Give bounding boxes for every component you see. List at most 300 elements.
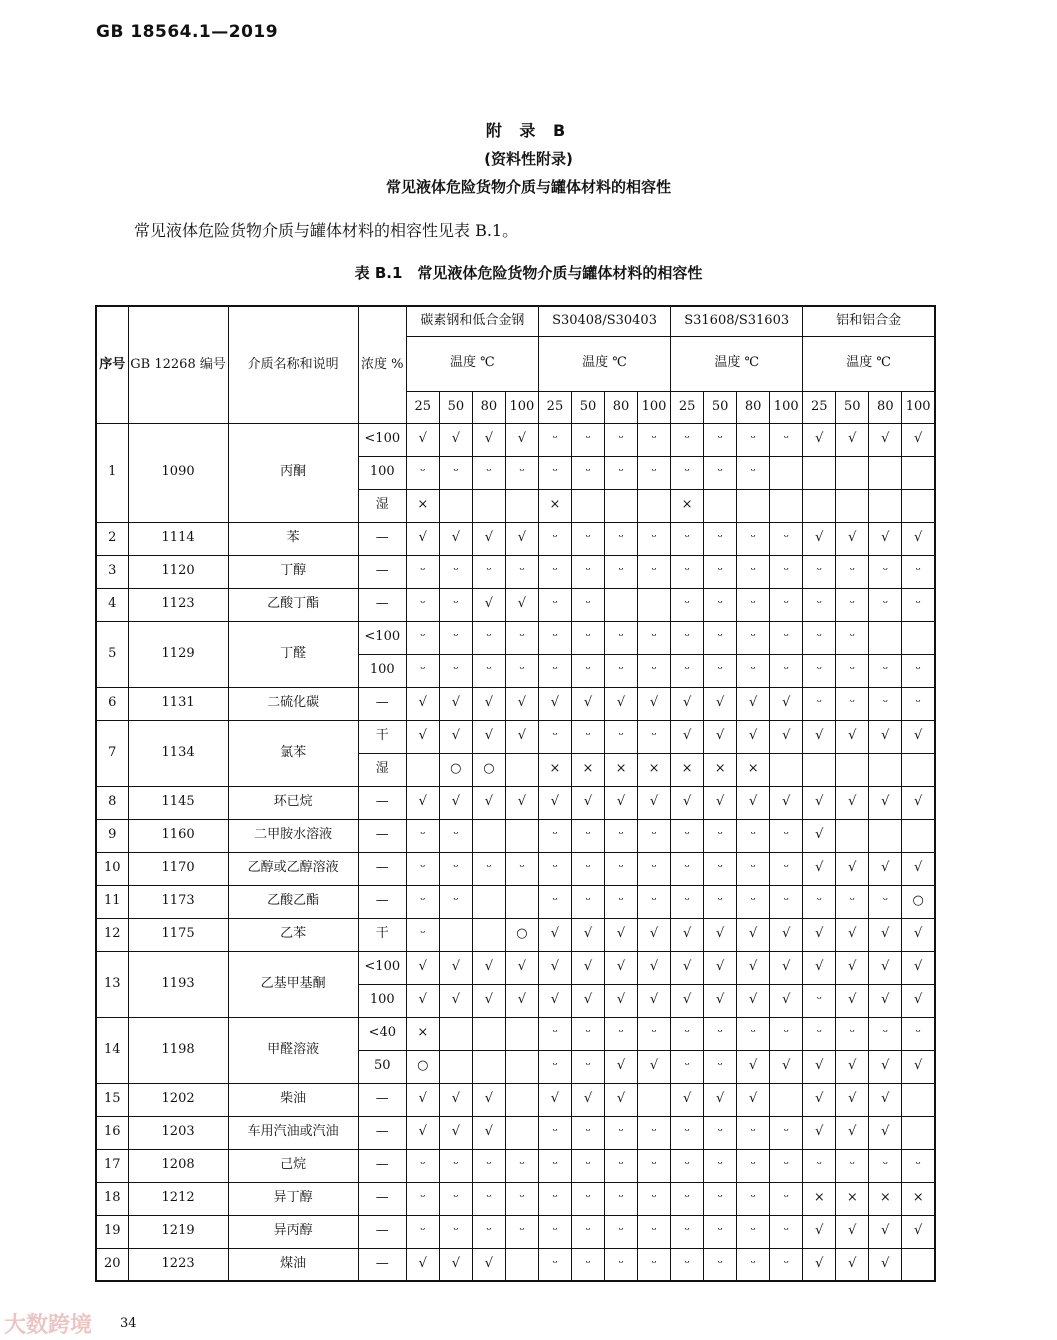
- compat-cell: ᵕ: [704, 423, 737, 456]
- compat-cell: ᵕ: [505, 654, 538, 687]
- compat-cell: ᵕ: [538, 1215, 571, 1248]
- compat-cell: √: [704, 918, 737, 951]
- compat-cell: ᵕ: [737, 885, 770, 918]
- compat-cell: √: [571, 786, 604, 819]
- compat-cell: ᵕ: [571, 720, 604, 753]
- compat-cell: √: [803, 1050, 836, 1083]
- temp-value: 80: [472, 391, 505, 423]
- row-name: 氯苯: [228, 720, 358, 786]
- compat-cell: ᵕ: [770, 423, 803, 456]
- compat-cell: ᵕ: [770, 852, 803, 885]
- compat-cell: ᵕ: [869, 654, 902, 687]
- compat-cell: ᵕ: [803, 1149, 836, 1182]
- compat-cell: ᵕ: [869, 588, 902, 621]
- compat-cell: [770, 753, 803, 786]
- compat-cell: √: [406, 786, 439, 819]
- compat-cell: ᵕ: [538, 720, 571, 753]
- compat-cell: [902, 1083, 935, 1116]
- compat-cell: [869, 753, 902, 786]
- compat-cell: ᵕ: [605, 885, 638, 918]
- row-seq: 10: [96, 852, 128, 885]
- compat-cell: ᵕ: [505, 456, 538, 489]
- compat-cell: √: [869, 1215, 902, 1248]
- compat-cell: ᵕ: [406, 852, 439, 885]
- compat-cell: ᵕ: [605, 423, 638, 456]
- compat-cell: ᵕ: [737, 852, 770, 885]
- compat-cell: ᵕ: [605, 1116, 638, 1149]
- compat-cell: ᵕ: [671, 423, 704, 456]
- compat-cell: ᵕ: [704, 1050, 737, 1083]
- compat-cell: √: [538, 951, 571, 984]
- compat-cell: ᵕ: [671, 1017, 704, 1050]
- compat-cell: √: [439, 720, 472, 753]
- compat-cell: [472, 1017, 505, 1050]
- compat-cell: [472, 918, 505, 951]
- header-temp: 温度 ℃: [406, 336, 538, 391]
- compat-cell: √: [505, 951, 538, 984]
- compat-cell: ᵕ: [638, 1182, 671, 1215]
- compat-cell: ᵕ: [704, 1215, 737, 1248]
- compat-cell: √: [869, 951, 902, 984]
- compat-cell: ᵕ: [538, 654, 571, 687]
- temp-value: 100: [902, 391, 935, 423]
- row-seq: 6: [96, 687, 128, 720]
- compat-cell: [869, 621, 902, 654]
- compat-cell: √: [571, 687, 604, 720]
- compat-cell: √: [472, 951, 505, 984]
- table-row: [96, 819, 935, 852]
- compat-cell: √: [538, 786, 571, 819]
- compat-cell: ᵕ: [704, 1248, 737, 1281]
- compat-cell: √: [770, 687, 803, 720]
- compat-cell: ᵕ: [638, 621, 671, 654]
- row-code: 1170: [128, 852, 228, 885]
- compat-cell: ᵕ: [704, 1182, 737, 1215]
- table-row: [96, 687, 935, 720]
- compat-cell: ᵕ: [638, 1017, 671, 1050]
- compat-cell: ᵕ: [704, 621, 737, 654]
- compat-cell: √: [770, 918, 803, 951]
- compat-cell: √: [638, 786, 671, 819]
- compat-cell: √: [737, 951, 770, 984]
- compat-cell: ᵕ: [737, 621, 770, 654]
- compat-cell: √: [836, 720, 869, 753]
- compat-cell: [638, 1083, 671, 1116]
- compat-cell: √: [803, 423, 836, 456]
- compat-cell: [902, 489, 935, 522]
- compat-cell: ᵕ: [770, 1116, 803, 1149]
- compat-cell: √: [505, 786, 538, 819]
- compat-cell: √: [505, 984, 538, 1017]
- compat-cell: ᵕ: [737, 1149, 770, 1182]
- compat-cell: ᵕ: [605, 621, 638, 654]
- row-name: 异丙醇: [228, 1215, 358, 1248]
- compat-cell: √: [902, 1215, 935, 1248]
- compat-cell: √: [472, 687, 505, 720]
- compat-cell: ᵕ: [770, 522, 803, 555]
- compat-cell: ᵕ: [803, 1017, 836, 1050]
- table-row: [96, 522, 935, 555]
- compat-cell: √: [538, 984, 571, 1017]
- compat-cell: √: [439, 423, 472, 456]
- compat-cell: √: [571, 951, 604, 984]
- row-code: 1129: [128, 621, 228, 687]
- compat-cell: ᵕ: [902, 1017, 935, 1050]
- compat-cell: √: [836, 951, 869, 984]
- compat-cell: ○: [505, 918, 538, 951]
- compat-cell: ×: [538, 489, 571, 522]
- compat-cell: √: [671, 687, 704, 720]
- compat-cell: √: [638, 687, 671, 720]
- row-name: 二硫化碳: [228, 687, 358, 720]
- compat-cell: ᵕ: [869, 687, 902, 720]
- table-row: [96, 423, 935, 456]
- compat-cell: ᵕ: [571, 1116, 604, 1149]
- compat-cell: √: [671, 984, 704, 1017]
- compat-cell: ᵕ: [571, 456, 604, 489]
- compat-cell: [406, 753, 439, 786]
- compat-cell: ᵕ: [638, 1248, 671, 1281]
- compat-cell: ᵕ: [472, 1149, 505, 1182]
- row-code: 1131: [128, 687, 228, 720]
- compat-cell: √: [406, 951, 439, 984]
- temp-value: 80: [605, 391, 638, 423]
- compat-cell: ᵕ: [737, 1017, 770, 1050]
- compat-cell: ᵕ: [671, 555, 704, 588]
- compat-cell: ᵕ: [472, 555, 505, 588]
- compat-cell: ᵕ: [605, 456, 638, 489]
- compat-cell: [902, 753, 935, 786]
- compat-cell: ᵕ: [737, 423, 770, 456]
- compat-cell: √: [902, 786, 935, 819]
- compat-cell: √: [571, 918, 604, 951]
- compat-cell: ᵕ: [770, 885, 803, 918]
- compat-cell: ᵕ: [571, 1182, 604, 1215]
- compat-cell: [836, 819, 869, 852]
- compat-cell: ᵕ: [770, 555, 803, 588]
- compat-cell: [505, 753, 538, 786]
- row-name: 苯: [228, 522, 358, 555]
- compat-cell: √: [439, 951, 472, 984]
- compat-cell: ᵕ: [406, 885, 439, 918]
- compat-cell: ᵕ: [704, 885, 737, 918]
- compat-cell: ᵕ: [571, 555, 604, 588]
- compat-cell: √: [704, 951, 737, 984]
- row-name: 乙苯: [228, 918, 358, 951]
- compat-cell: ᵕ: [406, 456, 439, 489]
- compat-cell: ᵕ: [836, 555, 869, 588]
- compat-cell: [472, 885, 505, 918]
- row-conc: —: [358, 819, 406, 852]
- compat-cell: √: [406, 1083, 439, 1116]
- compat-cell: √: [902, 852, 935, 885]
- row-conc: —: [358, 588, 406, 621]
- compat-cell: √: [869, 786, 902, 819]
- temp-value: 80: [869, 391, 902, 423]
- compat-cell: ᵕ: [638, 720, 671, 753]
- compat-cell: √: [406, 1248, 439, 1281]
- compat-cell: ᵕ: [472, 852, 505, 885]
- compat-cell: [836, 753, 869, 786]
- compat-cell: ᵕ: [836, 885, 869, 918]
- compat-cell: ᵕ: [439, 654, 472, 687]
- compat-cell: [803, 489, 836, 522]
- compat-cell: ᵕ: [770, 621, 803, 654]
- row-code: 1173: [128, 885, 228, 918]
- compat-cell: √: [505, 423, 538, 456]
- compat-cell: √: [505, 720, 538, 753]
- compat-cell: ᵕ: [571, 588, 604, 621]
- compat-cell: [836, 456, 869, 489]
- compat-cell: ○: [439, 753, 472, 786]
- row-conc: —: [358, 786, 406, 819]
- row-conc: —: [358, 555, 406, 588]
- compat-cell: √: [770, 720, 803, 753]
- row-seq: 8: [96, 786, 128, 819]
- compat-cell: ᵕ: [439, 1182, 472, 1215]
- compat-cell: ᵕ: [571, 819, 604, 852]
- compat-cell: ᵕ: [538, 1182, 571, 1215]
- compat-cell: ᵕ: [571, 1149, 604, 1182]
- compat-cell: [505, 1050, 538, 1083]
- compat-cell: ᵕ: [737, 819, 770, 852]
- row-code: 1175: [128, 918, 228, 951]
- compat-cell: √: [439, 1248, 472, 1281]
- compat-cell: ᵕ: [638, 654, 671, 687]
- compat-cell: ×: [671, 489, 704, 522]
- row-conc: —: [358, 1182, 406, 1215]
- compat-cell: √: [836, 852, 869, 885]
- row-code: 1208: [128, 1149, 228, 1182]
- compat-cell: ᵕ: [538, 621, 571, 654]
- table-row: [96, 621, 935, 654]
- compat-cell: ᵕ: [472, 456, 505, 489]
- temp-value: 50: [439, 391, 472, 423]
- compat-cell: √: [704, 984, 737, 1017]
- row-conc: —: [358, 885, 406, 918]
- compat-cell: √: [505, 588, 538, 621]
- row-conc: <100: [358, 621, 406, 654]
- table-row: [96, 588, 935, 621]
- compat-cell: √: [902, 984, 935, 1017]
- compat-cell: [439, 489, 472, 522]
- row-conc: —: [358, 522, 406, 555]
- row-conc: —: [358, 1116, 406, 1149]
- compat-cell: √: [770, 951, 803, 984]
- compat-cell: ○: [406, 1050, 439, 1083]
- compat-cell: ᵕ: [571, 1248, 604, 1281]
- row-seq: 4: [96, 588, 128, 621]
- row-conc: 湿: [358, 753, 406, 786]
- compat-cell: [803, 456, 836, 489]
- compat-cell: ᵕ: [704, 819, 737, 852]
- compat-cell: ᵕ: [836, 621, 869, 654]
- compat-cell: √: [439, 786, 472, 819]
- compat-cell: √: [638, 918, 671, 951]
- compat-cell: ᵕ: [638, 1215, 671, 1248]
- compat-cell: ᵕ: [638, 1116, 671, 1149]
- compat-cell: ᵕ: [869, 555, 902, 588]
- compat-cell: √: [836, 984, 869, 1017]
- row-code: 1202: [128, 1083, 228, 1116]
- compat-cell: ᵕ: [671, 885, 704, 918]
- compat-cell: ᵕ: [406, 654, 439, 687]
- compat-cell: ᵕ: [671, 1248, 704, 1281]
- compat-cell: [836, 489, 869, 522]
- temp-value: 50: [836, 391, 869, 423]
- table-row: [96, 885, 935, 918]
- row-code: 1120: [128, 555, 228, 588]
- compat-cell: [770, 1083, 803, 1116]
- compat-cell: ᵕ: [638, 456, 671, 489]
- table-row: [96, 786, 935, 819]
- compat-cell: ᵕ: [472, 1182, 505, 1215]
- compat-cell: ᵕ: [571, 1017, 604, 1050]
- compat-cell: [472, 819, 505, 852]
- compat-cell: √: [803, 1215, 836, 1248]
- compat-cell: ᵕ: [538, 588, 571, 621]
- compat-cell: ᵕ: [472, 654, 505, 687]
- compat-cell: ᵕ: [836, 1149, 869, 1182]
- row-conc: <100: [358, 423, 406, 456]
- compat-cell: √: [869, 852, 902, 885]
- compat-cell: ᵕ: [737, 1116, 770, 1149]
- compat-cell: [869, 489, 902, 522]
- table-caption: 表 B.1 常见液体危险货物介质与罐体材料的相容性: [354, 264, 703, 282]
- compat-cell: √: [605, 1050, 638, 1083]
- compat-cell: ᵕ: [538, 522, 571, 555]
- compat-cell: ᵕ: [439, 1149, 472, 1182]
- compat-cell: ᵕ: [671, 1215, 704, 1248]
- compat-cell: √: [472, 720, 505, 753]
- compat-cell: ᵕ: [638, 1149, 671, 1182]
- row-name: 乙酸乙酯: [228, 885, 358, 918]
- temp-value: 80: [737, 391, 770, 423]
- compat-cell: √: [803, 1116, 836, 1149]
- compat-cell: [902, 1116, 935, 1149]
- row-name: 乙醇或乙醇溶液: [228, 852, 358, 885]
- compat-cell: √: [406, 720, 439, 753]
- compat-cell: [869, 819, 902, 852]
- compat-cell: √: [737, 687, 770, 720]
- compat-cell: [902, 819, 935, 852]
- compat-cell: √: [737, 786, 770, 819]
- compat-cell: ᵕ: [406, 555, 439, 588]
- compat-cell: √: [439, 522, 472, 555]
- compat-cell: ᵕ: [704, 852, 737, 885]
- compat-cell: √: [770, 786, 803, 819]
- row-seq: 3: [96, 555, 128, 588]
- compat-cell: ᵕ: [605, 720, 638, 753]
- compat-cell: ᵕ: [638, 522, 671, 555]
- compat-cell: √: [472, 522, 505, 555]
- compat-cell: √: [472, 984, 505, 1017]
- row-seq: 14: [96, 1017, 128, 1083]
- compat-cell: √: [472, 786, 505, 819]
- compat-cell: ᵕ: [770, 1149, 803, 1182]
- compat-cell: √: [803, 918, 836, 951]
- compat-cell: ᵕ: [472, 1215, 505, 1248]
- compat-cell: [605, 588, 638, 621]
- temp-value: 100: [505, 391, 538, 423]
- table-row: [96, 1182, 935, 1215]
- compat-cell: [505, 1083, 538, 1116]
- row-conc: —: [358, 1083, 406, 1116]
- compat-cell: √: [671, 786, 704, 819]
- compat-cell: ᵕ: [505, 1215, 538, 1248]
- table-row: [96, 852, 935, 885]
- row-name: 己烷: [228, 1149, 358, 1182]
- row-code: 1203: [128, 1116, 228, 1149]
- compatibility-table: [95, 305, 936, 1282]
- compat-cell: √: [902, 522, 935, 555]
- standard-code: GB 18564.1—2019: [96, 22, 279, 42]
- compat-cell: √: [803, 819, 836, 852]
- compat-cell: √: [803, 720, 836, 753]
- compat-cell: ×: [406, 489, 439, 522]
- compat-cell: [770, 456, 803, 489]
- compat-cell: √: [571, 1083, 604, 1116]
- compat-cell: √: [605, 786, 638, 819]
- compat-cell: √: [869, 1083, 902, 1116]
- compat-cell: ᵕ: [605, 1215, 638, 1248]
- compat-cell: √: [803, 951, 836, 984]
- compat-cell: ᵕ: [406, 1149, 439, 1182]
- temp-value: 100: [638, 391, 671, 423]
- compat-cell: ᵕ: [538, 456, 571, 489]
- compat-cell: √: [869, 720, 902, 753]
- row-conc: —: [358, 1248, 406, 1281]
- compat-cell: [472, 489, 505, 522]
- compat-cell: [505, 1017, 538, 1050]
- compat-cell: √: [406, 423, 439, 456]
- appendix-title: 附 录 B: [485, 121, 572, 140]
- row-conc: 50: [358, 1050, 406, 1083]
- compat-cell: [505, 819, 538, 852]
- compat-cell: [505, 489, 538, 522]
- table-row: [96, 951, 935, 984]
- compat-cell: ᵕ: [605, 852, 638, 885]
- row-name: 丁醇: [228, 555, 358, 588]
- compat-cell: ᵕ: [869, 1017, 902, 1050]
- compat-cell: ᵕ: [902, 1149, 935, 1182]
- intro-paragraph: 常见液体危险货物介质与罐体材料的相容性见表 B.1。: [134, 221, 519, 240]
- row-conc: 100: [358, 456, 406, 489]
- compat-cell: ᵕ: [836, 687, 869, 720]
- compat-cell: ᵕ: [605, 555, 638, 588]
- table-row: [96, 1248, 935, 1281]
- row-code: 1134: [128, 720, 228, 786]
- compat-cell: ᵕ: [737, 522, 770, 555]
- compat-cell: √: [472, 1116, 505, 1149]
- header-material: S31608/S31603: [671, 306, 803, 336]
- compat-cell: ×: [605, 753, 638, 786]
- compat-cell: √: [737, 720, 770, 753]
- row-code: 1145: [128, 786, 228, 819]
- compat-cell: ᵕ: [406, 588, 439, 621]
- row-name: 丁醛: [228, 621, 358, 687]
- compat-cell: ᵕ: [737, 588, 770, 621]
- compat-cell: √: [869, 1050, 902, 1083]
- compat-cell: ᵕ: [803, 984, 836, 1017]
- compat-cell: ᵕ: [803, 654, 836, 687]
- row-name: 乙基甲基酮: [228, 951, 358, 1017]
- compat-cell: √: [704, 720, 737, 753]
- table-row: [96, 1083, 935, 1116]
- compat-cell: ᵕ: [439, 819, 472, 852]
- compat-cell: √: [704, 786, 737, 819]
- compat-cell: √: [737, 1083, 770, 1116]
